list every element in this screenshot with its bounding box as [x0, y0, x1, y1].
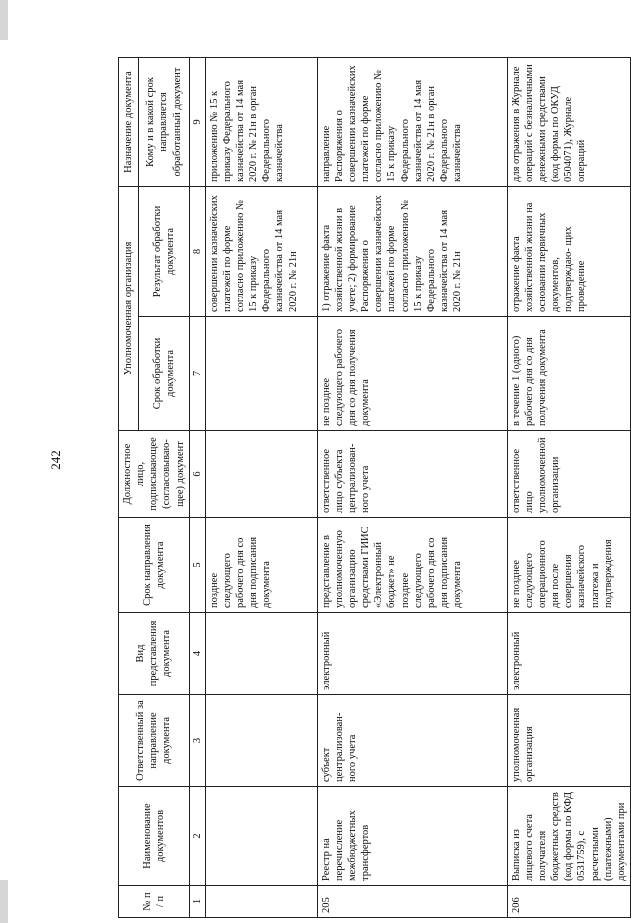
row-processing-term: не позднее следующего рабочего дня со дня получения документа	[317, 317, 507, 431]
row-deadline: представление в уполномоченную организацию средствами ГИИС «Электронный бюджет» не позднее следующего рабочего дня со дня подписания документа	[317, 518, 507, 613]
header-purpose-sub: Кому и в какой срок направляется обработанный документ	[139, 58, 189, 187]
table-row	[205, 58, 317, 918]
column-number: 7	[189, 317, 205, 431]
column-number: 2	[189, 787, 205, 886]
scan-edge-mark	[0, 880, 8, 923]
row-processing-term: в течение 1 (одного) рабочего дня со дня получения документа	[507, 317, 630, 431]
row-official: ответственное лицо уполномоченной организации	[507, 431, 630, 518]
row-deadline: позднее следующего рабочего дня со дня подписания документа	[205, 518, 317, 613]
row-num	[205, 886, 317, 918]
row-official	[205, 431, 317, 518]
row-num: 205	[317, 886, 507, 918]
header-kind: Вид представления документа	[119, 613, 190, 695]
column-number-row	[189, 58, 205, 918]
table-row	[507, 58, 630, 918]
row-processing-result: совершении казначейских платежей по форме согласно приложению № 15 к приказу Федерального казначейства от 14 мая 2020 г. № 21н	[205, 187, 317, 317]
header-responsible: Ответственный за направление документа	[119, 695, 190, 787]
row-purpose: приложению № 15 к приказу Федерального казначейства от 14 мая 2020 г. № 21н в орган Федерального казначейства	[205, 58, 317, 187]
document-table	[118, 57, 631, 918]
table-row	[317, 58, 507, 918]
row-kind	[205, 613, 317, 695]
row-name: Реестр на перечисление межбюджетных трансфертов	[317, 787, 507, 886]
header-processing-result: Результат обработки документа	[139, 187, 189, 317]
page-number: 242	[48, 450, 63, 470]
row-responsible	[205, 695, 317, 787]
row-deadline: не позднее следующего операционного дня после совершения казначейского платежа и подтверждения	[507, 518, 630, 613]
row-processing-result: 1) отражение факта хозяйственной жизни в учете; 2) формирование Распоряжения о совершении казначейских платежей по форме согласно приложению № 15 к приказу Федерального казначейства от 14 мая 2020 г. № 21н	[317, 187, 507, 317]
header-name: Наименование документов	[119, 787, 190, 886]
column-number: 4	[189, 613, 205, 695]
header-deadline: Срок направления документа	[119, 518, 190, 613]
row-processing-term	[205, 317, 317, 431]
column-number: 8	[189, 187, 205, 317]
column-number: 5	[189, 518, 205, 613]
row-kind: электронный	[317, 613, 507, 695]
row-name	[205, 787, 317, 886]
scan-edge-mark	[0, 0, 8, 40]
row-num: 206	[507, 886, 630, 918]
row-official: ответственное лицо субъекта централизован- ного учета	[317, 431, 507, 518]
header-purpose: Назначение документа	[119, 58, 139, 187]
column-number: 9	[189, 58, 205, 187]
header-official: Должностное лицо, подписывающее (согласовываю- щее) документ	[119, 431, 190, 518]
row-kind: электронный	[507, 613, 630, 695]
row-responsible: уполномоченная организация	[507, 695, 630, 787]
row-responsible: субъект централизован- ного учета	[317, 695, 507, 787]
header-num: № п / п	[119, 886, 190, 918]
header-row	[119, 58, 139, 918]
row-processing-result: отражение факта хозяйственной жизни на основании первичных документов, подтверждаю- щих проведение	[507, 187, 630, 317]
column-number: 3	[189, 695, 205, 787]
column-number: 1	[189, 886, 205, 918]
column-number: 6	[189, 431, 205, 518]
row-name: Выписка из лицевого счета получателя бюджетных средств (код формы по КФД 0531759), с расчетными (платежными) документами при	[507, 787, 630, 886]
row-purpose: направление Распоряжения о совершении казначейских платежей по форме согласно приложению № 15 к приказу Федерального казначейства от 14 мая 2020 г. № 21н в орган Федерального казначейства	[317, 58, 507, 187]
rotated-page-content	[118, 58, 627, 918]
header-auth-org: Уполномоченная организация	[119, 187, 139, 431]
header-processing-term: Срок обработки документа	[139, 317, 189, 431]
row-purpose: для отражения в Журнале операций с безналичными денежными средствами (код формы по ОКУД 0504071), Журнале операций	[507, 58, 630, 187]
